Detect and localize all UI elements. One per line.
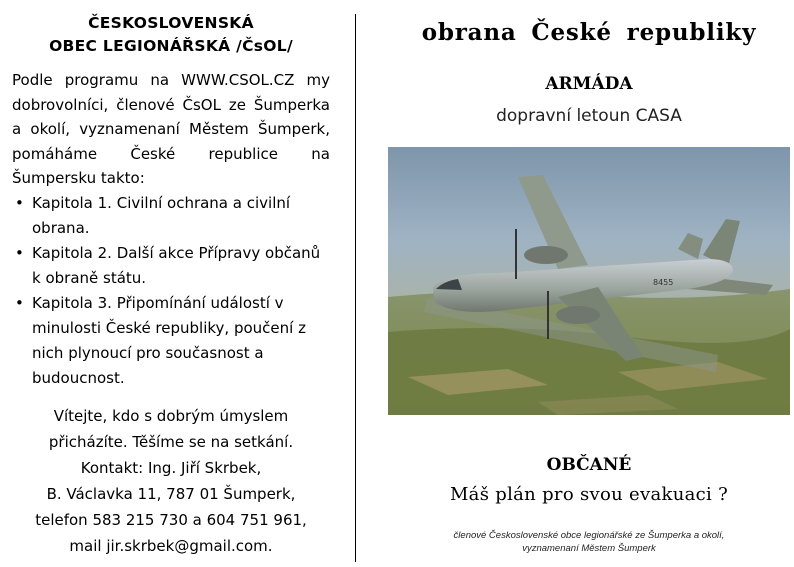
chapter-text: Kapitola 1. Civilní ochrana a civilní obrana. <box>32 193 291 237</box>
evacuation-question: Máš plán pro svou evakuaci ? <box>449 484 729 505</box>
chapter-list <box>12 191 330 391</box>
organization-title-line1: ČESKOSLOVENSKÁ <box>88 14 254 32</box>
intro-paragraph: Podle programu na WWW.CSOL.CZ my dobrovolníci, členové ČsOL ze Šumperka a okolí, vyznamenaní Městem Šumperk, pomáháme České republice na Šumpersku takto: <box>12 71 330 187</box>
section-title-citizens: OBČANÉ <box>546 455 632 475</box>
contact-line: přicházíte. Těšíme se na setkání. <box>48 432 294 451</box>
footer-line2: vyznamenaní Městem Šumperk <box>522 543 656 554</box>
aircraft-photo <box>388 147 790 415</box>
right-column <box>388 10 790 554</box>
left-column <box>12 10 330 559</box>
section-title-army: ARMÁDA <box>545 74 633 94</box>
aircraft-subtitle: dopravní letoun CASA <box>496 106 682 126</box>
contact-email-line: mail jir.skrbek@gmail.com. <box>69 536 273 555</box>
footer-note <box>388 529 790 555</box>
organization-title <box>12 12 330 58</box>
column-divider <box>355 14 356 562</box>
contact-line: Vítejte, kdo s dobrým úmyslem <box>53 406 289 425</box>
chapter-item <box>12 191 330 241</box>
page-title: obrana České republiky <box>421 19 757 46</box>
contact-line: telefon 583 215 730 a 604 751 961, <box>35 510 307 529</box>
chapter-text: Kapitola 3. Připomínání událostí v minulosti České republiky, poučení z nich plynoucí pro současnost a budoucnost. <box>32 293 306 387</box>
chapter-text: Kapitola 2. Další akce Přípravy občanů k obraně státu. <box>32 243 321 287</box>
bullet-icon: • <box>15 243 24 262</box>
contact-line: Kontakt: Ing. Jiří Skrbek, <box>80 458 262 477</box>
bullet-icon: • <box>15 293 24 312</box>
contact-block <box>12 403 330 559</box>
footer-line1: členové Československé obce legionářské ze Šumperka a okolí, <box>453 530 725 541</box>
bullet-icon: • <box>15 193 24 212</box>
chapter-item <box>12 241 330 291</box>
organization-title-line2: OBEC LEGIONÁŘSKÁ /ČsOL/ <box>49 37 293 55</box>
chapter-item <box>12 291 330 391</box>
contact-line: B. Václavka 11, 787 01 Šumperk, <box>46 484 296 503</box>
plane-registration-number: 8455 <box>653 278 674 287</box>
